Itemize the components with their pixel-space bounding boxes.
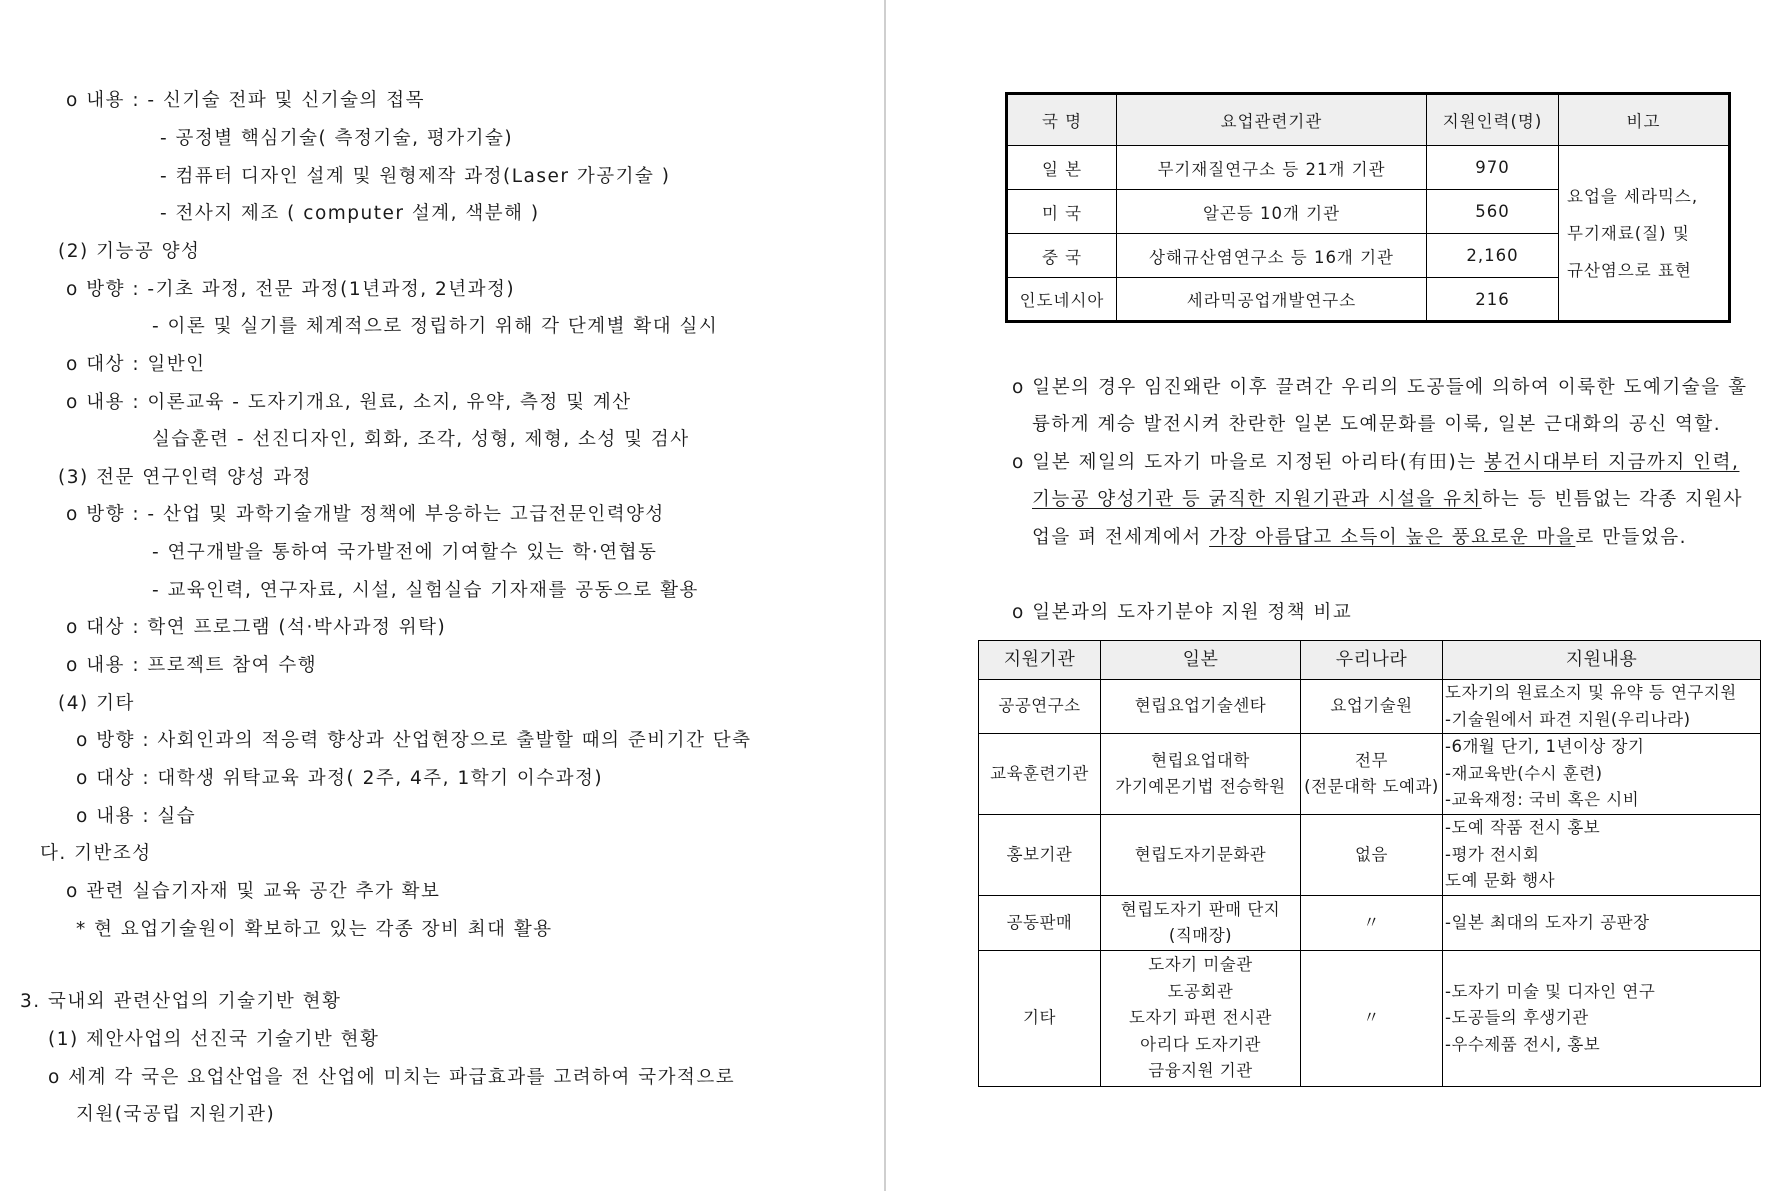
cell-line: 도자기의 원료소지 및 유약 등 연구지원: [1445, 683, 1737, 702]
japan-cell: [1101, 734, 1301, 815]
cell-line: -도예 작품 전시 홍보: [1445, 818, 1601, 838]
text-span: o 일본 제일의 도자기 마을로 지정된 아리타(有田)는: [1012, 452, 1485, 473]
paragraph-line: o 일본의 경우 임진왜란 이후 끌려간 우리의 도공들에 의하여 이룩한 도예기술을 훌: [1012, 377, 1748, 398]
paragraph-line: 륭하게 계승 발전시켜 찬란한 일본 도예문화를 이룩, 일본 근대화의 공신 역할.: [1032, 414, 1722, 435]
country-cell: 인도네시아: [1007, 278, 1117, 322]
agency-cell: 홍보기관: [979, 815, 1101, 896]
cell-line: 현립요업기술센타: [1134, 696, 1267, 716]
text-line: o 내용 : - 신기술 전파 및 신기술의 접목: [66, 90, 425, 111]
cell-line: 도자기 미술관: [1148, 955, 1253, 975]
text-line: o 방향 : - 산업 및 과학기술개발 정책에 부응하는 고급전문인력양성: [66, 504, 665, 525]
table-row: [1007, 146, 1730, 190]
paragraph-line: [1032, 526, 1687, 550]
text-line: - 이론 및 실기를 체계적으로 정립하기 위해 각 단계별 확대 실시: [152, 316, 719, 337]
staff-cell: 216: [1427, 278, 1559, 322]
cell-line: 요업기술원: [1330, 696, 1413, 716]
text-line: - 교육인력, 연구자료, 시설, 실험실습 기자재를 공동으로 활용: [152, 580, 699, 601]
cell-line: 도예 문화 행사: [1445, 871, 1556, 891]
text-line: 지원(국공립 지원기관): [76, 1104, 276, 1125]
cell-line: -6개월 단기, 1년이상 장기: [1445, 737, 1645, 757]
text-line: - 공정별 핵심기술( 측정기술, 평가기술): [160, 128, 514, 149]
text-line: o 세계 각 국은 요업산업을 전 산업에 미치는 파급효과를 고려하여 국가적으로: [48, 1067, 736, 1088]
country-cell: 중 국: [1007, 234, 1117, 278]
country-cell: 일 본: [1007, 146, 1117, 190]
note-cell: [1559, 146, 1730, 322]
korea-cell: [1301, 951, 1443, 1087]
column-header: 국 명: [1007, 94, 1117, 146]
paragraph-line: [1012, 451, 1739, 475]
section-heading: (2) 기능공 양성: [58, 241, 201, 262]
text-span: 하는 등 빈틈없는 각종 지원사: [1481, 489, 1743, 510]
content-cell: [1443, 734, 1761, 815]
column-header: 일본: [1101, 641, 1301, 680]
cell-line: -우수제품 전시, 홍보: [1445, 1034, 1601, 1054]
table-row: [979, 896, 1761, 951]
column-header: 지원내용: [1443, 641, 1761, 680]
cell-line: 현립도자기 판매 단지: [1120, 899, 1281, 919]
agency-cell: 기타: [979, 951, 1101, 1087]
text-line: o 대상 : 대학생 위탁교육 과정( 2주, 4주, 1학기 이수과정): [76, 768, 604, 789]
cell-line: 아리다 도자기관: [1140, 1034, 1261, 1054]
page-divider: [884, 0, 886, 1191]
text-line: 실습훈련 - 선진디자인, 회화, 조각, 성형, 제형, 소성 및 검사: [152, 429, 690, 450]
cell-line: -일본 최대의 도자기 공판장: [1445, 912, 1650, 932]
cell-line: 가기예몬기법 전승학원: [1115, 777, 1286, 796]
agency-cell: 공공연구소: [979, 680, 1101, 734]
paragraph-line: [1032, 488, 1743, 512]
org-cell: 알곤등 10개 기관: [1117, 190, 1427, 234]
japan-cell: [1101, 896, 1301, 951]
staff-cell: 2,160: [1427, 234, 1559, 278]
content-cell: [1443, 896, 1761, 951]
note-line: 규산염으로 표현: [1567, 260, 1692, 280]
staff-cell: 560: [1427, 190, 1559, 234]
korea-cell: [1301, 896, 1443, 951]
cell-line: -재교육반(수시 훈련): [1445, 763, 1603, 783]
table-header-row: [1007, 94, 1730, 146]
table-header-row: [979, 641, 1761, 680]
korea-cell: [1301, 815, 1443, 896]
table-row: [979, 680, 1761, 734]
cell-line: (직매장): [1168, 926, 1233, 945]
org-cell: 상해규산염연구소 등 16개 기관: [1117, 234, 1427, 278]
cell-line: 〃: [1363, 1008, 1380, 1028]
content-cell: [1443, 680, 1761, 734]
note-line: 무기재료(질) 및: [1567, 223, 1690, 243]
cell-line: -교육재정: 국비 혹은 시비: [1445, 790, 1640, 810]
section-heading: (3) 전문 연구인력 양성 과정: [58, 467, 312, 488]
note-line: 요업을 세라믹스,: [1567, 186, 1699, 206]
text-line: - 전사지 제조 ( computer 설계, 색분해 ): [160, 203, 540, 224]
table-row: [979, 951, 1761, 1087]
org-cell: 무기재질연구소 등 21개 기관: [1117, 146, 1427, 190]
japan-cell: [1101, 951, 1301, 1087]
column-header: 지원기관: [979, 641, 1101, 680]
text-span: 로 만들었음.: [1575, 527, 1687, 548]
text-line: - 연구개발을 통하여 국가발전에 기여할수 있는 학·연협동: [152, 542, 658, 563]
cell-line: 없음: [1355, 844, 1388, 864]
cell-line: -기술원에서 파견 지원(우리나라): [1445, 709, 1691, 729]
agency-cell: 공동판매: [979, 896, 1101, 951]
cell-line: 금융지원 기관: [1148, 1061, 1253, 1081]
content-cell: [1443, 815, 1761, 896]
content-cell: [1443, 951, 1761, 1087]
cell-line: -평가 전시회: [1445, 844, 1540, 864]
column-header: 요업관련기관: [1117, 94, 1427, 146]
section-heading: (4) 기타: [58, 693, 135, 714]
staff-cell: 970: [1427, 146, 1559, 190]
korea-cell: [1301, 734, 1443, 815]
cell-line: 전무: [1355, 750, 1388, 770]
cell-line: (전문대학 도예과): [1304, 777, 1439, 796]
country-cell: 미 국: [1007, 190, 1117, 234]
japan-cell: [1101, 815, 1301, 896]
comparison-title: o 일본과의 도자기분야 지원 정책 비교: [1012, 602, 1353, 623]
text-line: o 내용 : 프로젝트 참여 수행: [66, 655, 318, 676]
cell-line: 현립도자기문화관: [1134, 844, 1267, 864]
text-line: o 방향 : 사회인과의 적응력 향상과 산업현장으로 출발할 때의 준비기간 단축: [76, 730, 752, 751]
text-span: 업을 펴 전세계에서: [1032, 527, 1210, 548]
column-header: 우리나라: [1301, 641, 1443, 680]
text-line: - 컴퓨터 디자인 설계 및 원형제작 과정(Laser 가공기술 ): [160, 166, 671, 187]
table-row: [979, 815, 1761, 896]
text-line: o 내용 : 실습: [76, 806, 197, 827]
cell-line: 도공회관: [1167, 981, 1234, 1001]
text-line: o 대상 : 학연 프로그램 (석·박사과정 위탁): [66, 617, 447, 638]
cell-line: -도공들의 후생기관: [1445, 1008, 1589, 1028]
text-line: o 관련 실습기자재 및 교육 공간 추가 확보: [66, 881, 441, 902]
agency-cell: 교육훈련기관: [979, 734, 1101, 815]
text-line: o 대상 : 일반인: [66, 354, 206, 375]
chapter-heading: 3. 국내외 관련산업의 기술기반 현황: [20, 991, 342, 1012]
policy-comparison-table: [978, 640, 1761, 1087]
column-header: 비고: [1559, 94, 1730, 146]
korea-cell: [1301, 680, 1443, 734]
text-line: o 내용 : 이론교육 - 도자기개요, 원료, 소지, 유약, 측정 및 계산: [66, 392, 632, 413]
support-staff-table: [1005, 92, 1731, 323]
org-cell: 세라믹공업개발연구소: [1117, 278, 1427, 322]
underlined-text: 기능공 양성기관 등 굵직한 지원기관과 시설을 유치: [1032, 489, 1482, 510]
column-header: 지원인력(명): [1427, 94, 1559, 146]
underlined-text: 가장 아름답고 소득이 높은 풍요로운 마을: [1209, 527, 1576, 548]
japan-cell: [1101, 680, 1301, 734]
table-row: [979, 734, 1761, 815]
cell-line: -도자기 미술 및 디자인 연구: [1445, 981, 1656, 1001]
underlined-text: 봉건시대부터 지금까지 인력,: [1484, 452, 1740, 473]
section-heading: 다. 기반조성: [40, 843, 152, 864]
text-line: o 방향 : -기초 과정, 전문 과정(1년과정, 2년과정): [66, 279, 516, 300]
section-heading: (1) 제안사업의 선진국 기술기반 현황: [48, 1029, 380, 1050]
text-line: * 현 요업기술원이 확보하고 있는 각종 장비 최대 활용: [76, 919, 553, 940]
cell-line: 〃: [1363, 912, 1380, 932]
cell-line: 도자기 파편 전시관: [1128, 1008, 1272, 1028]
cell-line: 현립요업대학: [1151, 750, 1250, 770]
